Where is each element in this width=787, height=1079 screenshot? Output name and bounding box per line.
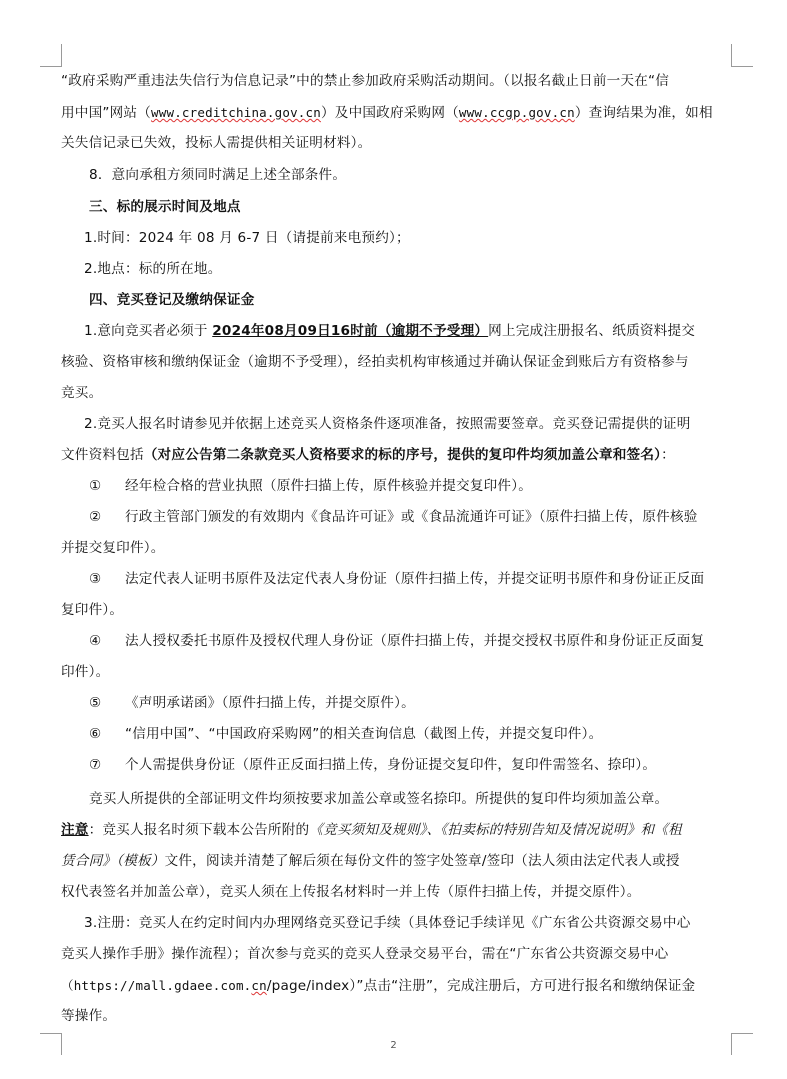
item-text: 经年检合格的营业执照（原件扫描上传，原件核验并提交复印件）。 xyxy=(125,478,533,494)
requirement-item xyxy=(89,471,769,502)
note-line-2 xyxy=(61,846,741,877)
heading-text: 四、竞买登记及缴纳保证金 xyxy=(89,292,255,308)
text: 8．意向承租方须同时满足上述全部条件。 xyxy=(89,167,347,183)
heading-text: 三、标的展示时间及地点 xyxy=(89,199,241,215)
text: ）查询结果为准，如相 xyxy=(574,105,713,121)
requirement-item xyxy=(89,626,769,657)
requirement-item-continuation: 印件）。 xyxy=(61,664,110,680)
text: 权代表签名并加盖公章），竞买人须在上传报名材料时一并上传（原件扫描上传，并提交原件）。 xyxy=(61,884,641,900)
text: 1.时间：2024 年 08 月 6-7 日（请提前来电预约）； xyxy=(84,230,410,246)
italic-doc-names: 《竞买须知及规则》、《拍卖标的特别告知及情况说明》和《租 xyxy=(309,822,682,838)
crop-mark-top-right-v xyxy=(731,44,732,66)
section-4-p3-line-1 xyxy=(84,908,764,939)
text: “政府采购严重违法失信行为信息记录”中的禁止参加政府采购活动期间。（以报名截止日前一天在“信 xyxy=(61,73,670,89)
crop-mark-top-left-v xyxy=(61,44,62,66)
text: 文件资料包括 xyxy=(61,447,144,463)
section-4-p3-line-3 xyxy=(61,970,741,1002)
section-4-heading xyxy=(89,285,769,316)
italic-doc-names: 赁合同》（模板） xyxy=(61,853,165,869)
section-3-heading xyxy=(89,192,769,223)
crop-mark-top-left-h xyxy=(40,66,62,67)
item-number: ④ xyxy=(89,633,102,649)
item-number: ② xyxy=(89,509,102,525)
item-number: ③ xyxy=(89,571,102,587)
crop-mark-bottom-right-h xyxy=(731,1033,753,1034)
url-text: （https://mall.gdaee.com. xyxy=(61,978,252,993)
requirement-item xyxy=(89,688,769,719)
section-3-time xyxy=(84,223,764,254)
continuation-line-1 xyxy=(61,66,741,97)
text: /page/index）”点击“注册”，完成注册后，方可进行报名和缴纳保证金 xyxy=(266,978,696,994)
after-items-paragraph xyxy=(89,784,769,815)
text: 1.意向竞买者必须于 xyxy=(84,323,213,339)
note-line-3 xyxy=(61,877,741,908)
requirement-item xyxy=(89,564,769,595)
text: 2.地点：标的所在地。 xyxy=(84,261,222,277)
item-number: ⑦ xyxy=(89,757,102,773)
text: 文件，阅读并清楚了解后须在每份文件的签字处签章/签印（法人须由法定代表人或授 xyxy=(164,853,680,869)
requirement-item xyxy=(89,502,769,533)
text: 3.注册：竞买人在约定时间内办理网络竞买登记手续（具体登记手续详见《广东省公共资源交易中心 xyxy=(84,915,691,931)
section-4-p1-line-2 xyxy=(61,347,741,378)
item-text: 个人需提供身份证（原件正反面扫描上传，身份证提交复印件，复印件需签名、捺印）。 xyxy=(125,757,657,773)
text: 核验、资格审核和缴纳保证金（逾期不予受理），经拍卖机构审核通过并确认保证金到账后方有资格参与 xyxy=(61,354,689,370)
text: 2.竞买人报名时请参见并依据上述竞买人资格条件逐项准备，按照需要签章。竞买登记需提供的证明 xyxy=(84,416,691,432)
text: ）及中国政府采购网（ xyxy=(320,105,459,121)
item-number: ① xyxy=(89,478,102,494)
item-text: 《声明承诺函》（原件扫描上传，并提交原件）。 xyxy=(125,695,415,711)
url-text: cn xyxy=(251,978,267,993)
text: 关失信记录已失效，投标人需提供相关证明材料）。 xyxy=(61,135,372,151)
requirement-item-continuation: 复印件）。 xyxy=(61,602,124,618)
section-3-place xyxy=(84,254,764,285)
text: 等操作。 xyxy=(61,1008,117,1024)
continuation-line-2 xyxy=(61,97,741,129)
creditchina-link[interactable]: www.creditchina.gov.cn xyxy=(151,105,321,120)
requirement-item-continuation: 并提交复印件）。 xyxy=(61,540,165,556)
requirement-item xyxy=(89,719,769,750)
requirement-item xyxy=(89,750,769,781)
text: ： xyxy=(661,447,675,463)
text: 竞买。 xyxy=(61,385,103,401)
bold-requirement: （对应公告第二条款竞买人资格要求的标的序号，提供的复印件均须加盖公章和签名） xyxy=(143,447,662,463)
item-number: ⑤ xyxy=(89,695,102,711)
text: ：竞买人报名时须下载本公告所附的 xyxy=(88,822,310,838)
text: 用中国”网站（ xyxy=(61,105,152,121)
item-8 xyxy=(89,160,769,191)
item-number: ⑥ xyxy=(89,726,102,742)
item-text: 法人授权委托书原件及授权代理人身份证（原件扫描上传，并提交授权书原件和身份证正反面复 xyxy=(125,633,705,649)
text: 竞买人操作手册》操作流程）；首次参与竞买的竞买人登录交易平台，需在“广东省公共资源交易中心 xyxy=(61,946,669,962)
section-4-p1-line-1 xyxy=(84,316,764,347)
section-4-p1-line-3 xyxy=(61,378,741,409)
continuation-line-3 xyxy=(61,128,741,159)
note-label: 注意 xyxy=(61,822,89,838)
section-4-p2-line-2 xyxy=(61,440,741,471)
item-text: “信用中国”、“中国政府采购网”的相关查询信息（截图上传，并提交复印件）。 xyxy=(125,726,603,742)
item-text: 行政主管部门颁发的有效期内《食品许可证》或《食品流通许可证》（原件扫描上传，原件核验 xyxy=(125,509,698,525)
item-text: 法定代表人证明书原件及法定代表人身份证（原件扫描上传，并提交证明书原件和身份证正反面 xyxy=(125,571,705,587)
crop-mark-bottom-left-h xyxy=(40,1033,62,1034)
section-4-p3-line-4 xyxy=(61,1001,741,1032)
page-number: 2 xyxy=(390,1040,397,1051)
text: 网上完成注册报名、纸质资料提交 xyxy=(488,323,696,339)
text: 竞买人所提供的全部证明文件均须按要求加盖公章或签名捺印。所提供的复印件均须加盖公章。 xyxy=(89,791,669,807)
section-4-p2-line-1 xyxy=(84,409,764,440)
ccgp-link[interactable]: www.ccgp.gov.cn xyxy=(458,105,575,120)
section-4-p3-line-2 xyxy=(61,939,741,970)
deadline-text: 2024年08月09日16时前（逾期不予受理） xyxy=(212,323,489,339)
note-line-1 xyxy=(61,815,741,846)
